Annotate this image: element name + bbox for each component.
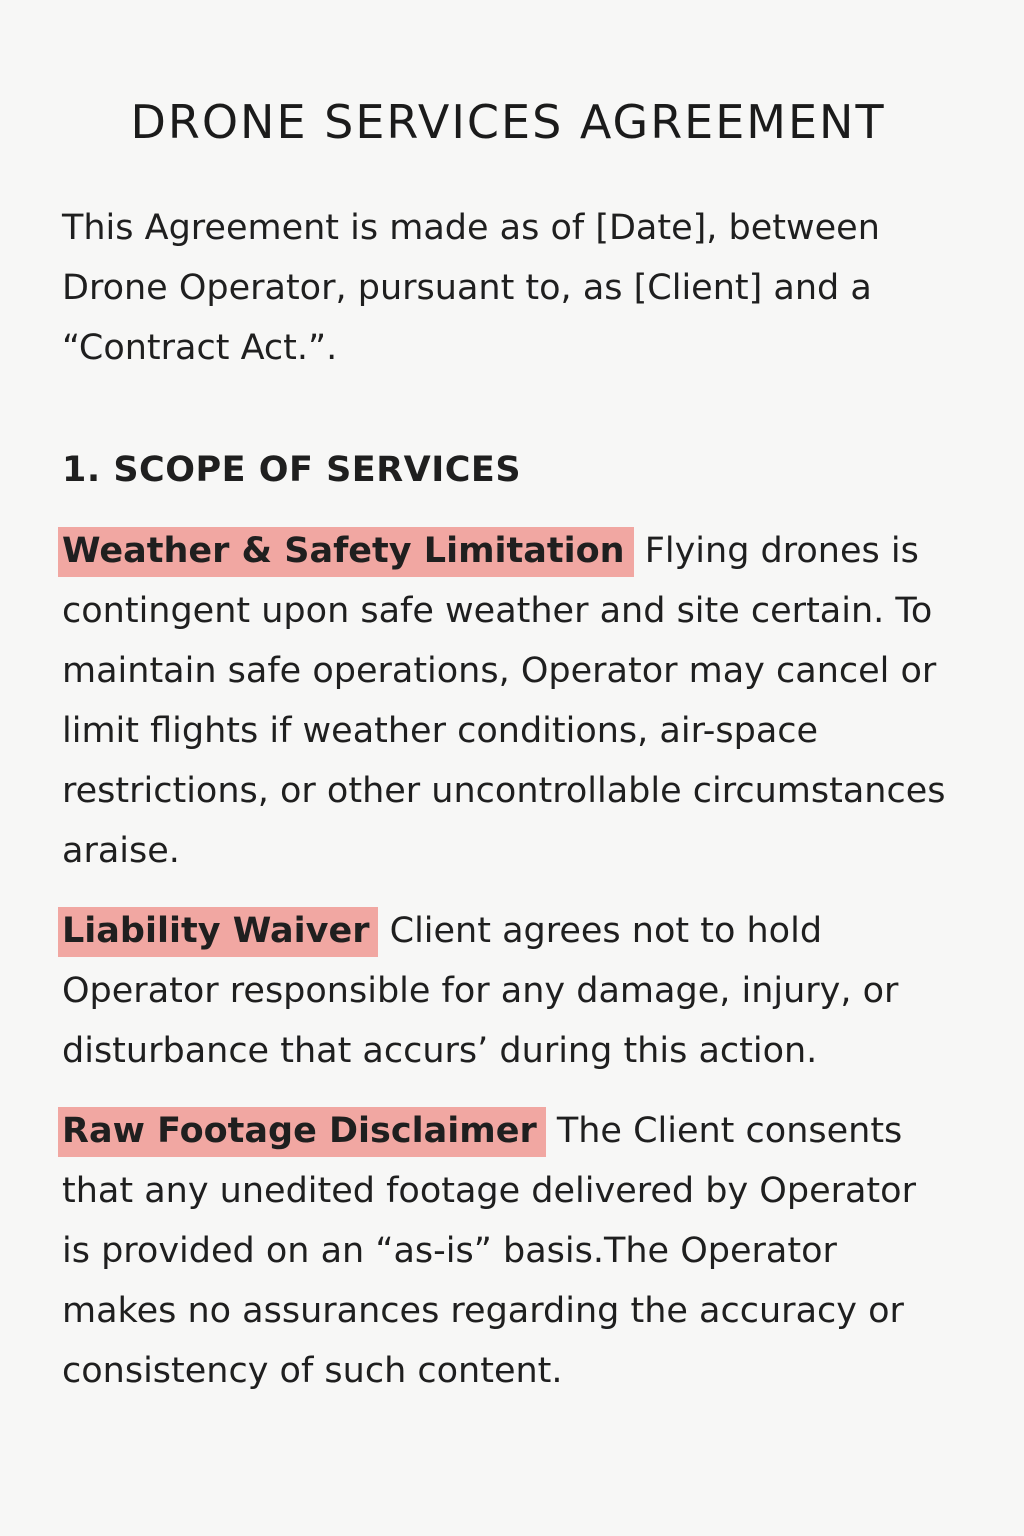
intro-paragraph: This Agreement is made as of [Date], between Drone Operator, pursuant to, as [Client] and a “Contract Act.”. [62,208,880,368]
clause-raw-footage [62,1101,954,1401]
clause-label-weather-safety: Weather & Safety Limitation [58,527,634,577]
clause-weather-safety [62,521,954,881]
clause-text-weather-safety: Flying drones is contingent upon safe weather and site certain. To maintain safe operations, Operator may cancel or limit flights if weather conditions, air-space restrictions, or other uncontrollable circumstances araise. [62,531,946,871]
section-heading: 1. SCOPE OF SERVICES [62,450,522,490]
clause-label-raw-footage: Raw Footage Disclaimer [58,1107,546,1157]
clause-text-raw-footage: The Client consents that any unedited footage delivered by Operator is provided on an “as-is” basis.The Operator makes no assurances regarding the accuracy or consistency of such content. [62,1111,916,1391]
clause-text-liability-waiver: Client agrees not to hold Operator responsible for any damage, injury, or disturbance that accurs’ during this action. [62,911,899,1071]
clause-liability-waiver [62,901,954,1081]
document-title: DRONE SERVICES AGREEMENT [130,95,886,149]
clause-label-liability-waiver: Liability Waiver [58,907,378,957]
